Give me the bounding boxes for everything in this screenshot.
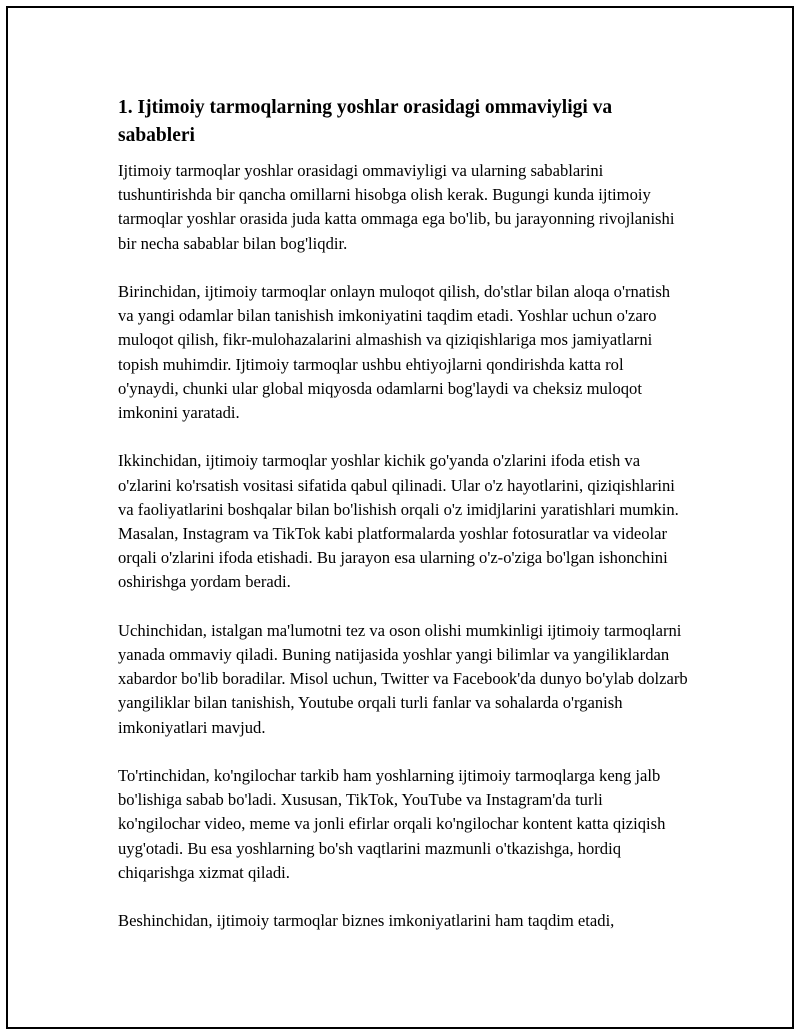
paragraph-first-reason: Birinchidan, ijtimoiy tarmoqlar onlayn muloqot qilish, do'stlar bilan aloqa o'rnatish va yangi odamlar bilan tanishish imkoniyatini taqdim etadi. Yoshlar uchun o'zaro muloqot qilish, fikr-mulohazalarini almashish va qiziqishlariga mos jamiyatlarni topish muhimdir. Ijtimoiy tarmoqlar ushbu ehtiyojlarni qondirishda katta rol o'ynaydi, chunki ular global miqyosda odamlarni bog'laydi va cheksiz muloqot imkonini yaratadi. bbox=[118, 282, 671, 423]
paragraph-fourth-reason: To'rtinchidan, ko'ngilochar tarkib ham yoshlarning ijtimoiy tarmoqlarga keng jalb bo'lishiga sabab bo'ladi. Xususan, TikTok, YouTube va Instagram'da turli ko'ngilochar video, meme va jonli efirlar orqali ko'ngilochar kontent katta qiziqish uyg'otadi. Bu esa yoshlarning bo'sh vaqtlarini mazmunli o'tkazishga, hordiq chiqarishga xizmat qiladi. bbox=[118, 766, 666, 882]
paragraph-fifth-reason: Beshinchidan, ijtimoiy tarmoqlar biznes imkoniyatlarini ham taqdim etadi, bbox=[118, 911, 615, 931]
paragraph-second-reason: Ikkinchidan, ijtimoiy tarmoqlar yoshlar kichik go'yanda o'zlarini ifoda etish va o'zlarini ko'rsatish vositasi sifatida qabul qilinadi. Ular o'z hayotlarini, qiziqishlarini va faoliyatlarini boshqalar bilan bo'lishish orqali o'z imidjlarini yaratishlari mumkin. Masalan, Instagram va TikTok kabi platformalarda yoshlar fotosuratlar va videolar orqali o'zlarini ifoda etishadi. Bu jarayon esa ularning o'z-o'ziga bo'lgan ishonchini oshirishga yordam beradi. bbox=[118, 451, 679, 592]
paragraph-third-reason: Uchinchidan, istalgan ma'lumotni tez va oson olishi mumkinligi ijtimoiy tarmoqlarni yanada ommaviy qiladi. Buning natijasida yoshlar yangi bilimlar va yangiliklardan xabardor bo'lib boradilar. Misol uchun, Twitter va Facebook'da dunyo bo'ylab dolzarb yangiliklar bilan tanishish, Youtube orqali turli fanlar va sohalarda o'rganish imkoniyatlari mavjud. bbox=[118, 620, 688, 737]
paragraph-intro: Ijtimoiy tarmoqlar yoshlar orasidagi ommaviyligi va ularning sabablarini tushuntirishda bir qancha omillarni hisobga olish kerak. Bugungi kunda ijtimoiy tarmoqlar yoshlar orasida juda katta ommaga ega bo'lib, bu jarayonning rivojlanishi bir necha sabablar bilan bog'liqdir. bbox=[118, 161, 675, 253]
section-heading: 1. Ijtimoiy tarmoqlarning yoshlar orasidagi ommaviyligi va sabableri bbox=[118, 97, 613, 146]
document-body bbox=[118, 94, 688, 958]
